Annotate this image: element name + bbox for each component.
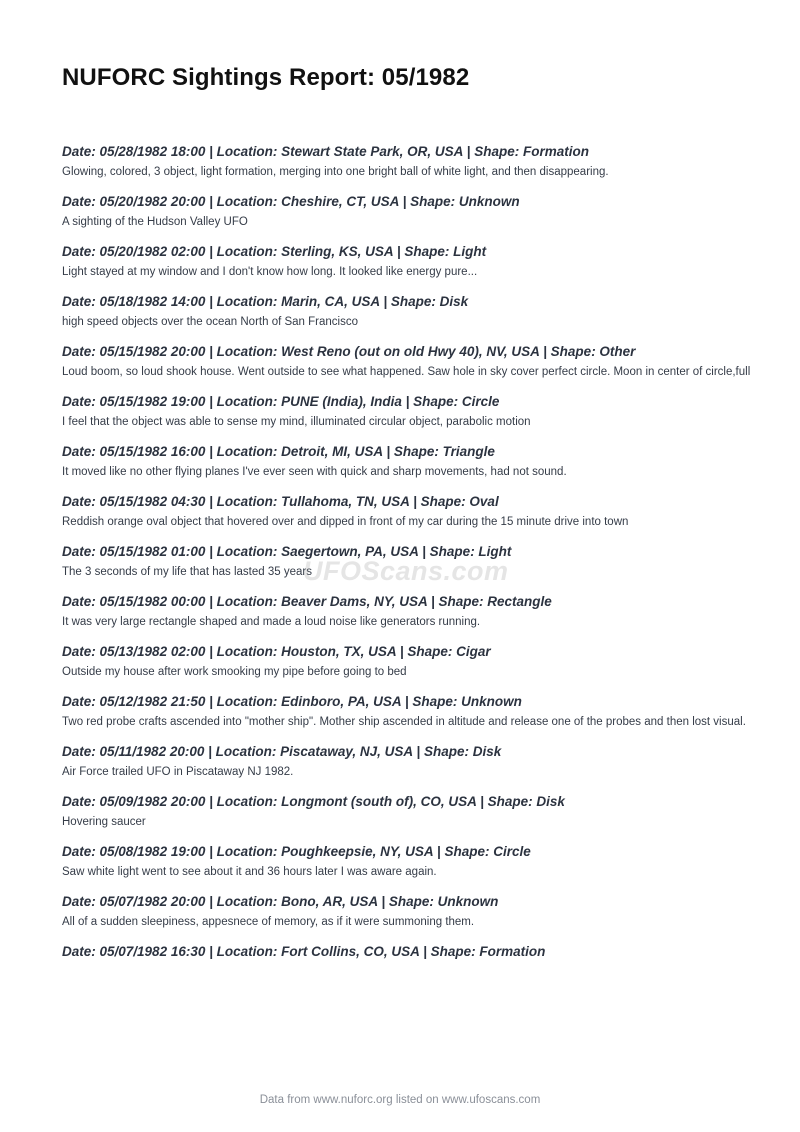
sighting-header: Date: 05/13/1982 02:00 | Location: Houston, TX, USA | Shape: Cigar <box>62 644 491 659</box>
sighting-header: Date: 05/20/1982 20:00 | Location: Cheshire, CT, USA | Shape: Unknown <box>62 194 520 209</box>
sighting-description: I feel that the object was able to sense my mind, illuminated circular object, parabolic motion <box>62 416 531 428</box>
sighting-header: Date: 05/15/1982 00:00 | Location: Beaver Dams, NY, USA | Shape: Rectangle <box>62 594 552 609</box>
sighting-header: Date: 05/11/1982 20:00 | Location: Piscataway, NJ, USA | Shape: Disk <box>62 744 502 759</box>
sighting-description: Air Force trailed UFO in Piscataway NJ 1982. <box>62 766 294 778</box>
sighting-description: Hovering saucer <box>62 816 146 828</box>
sighting-description: Saw white light went to see about it and 36 hours later I was aware again. <box>62 866 437 878</box>
sighting-header: Date: 05/20/1982 02:00 | Location: Sterling, KS, USA | Shape: Light <box>62 244 487 259</box>
sighting-header: Date: 05/28/1982 18:00 | Location: Stewart State Park, OR, USA | Shape: Formation <box>62 144 589 159</box>
sighting-entry <box>62 643 752 680</box>
sighting-description: It moved like no other flying planes I've ever seen with quick and sharp movements, had not sound. <box>62 466 567 478</box>
sighting-description: Outside my house after work smooking my pipe before going to bed <box>62 666 407 678</box>
sighting-header: Date: 05/15/1982 04:30 | Location: Tullahoma, TN, USA | Shape: Oval <box>62 494 499 509</box>
sighting-entry <box>62 543 752 580</box>
sighting-entry <box>62 243 752 280</box>
sighting-entry <box>62 893 752 930</box>
sighting-entry <box>62 843 752 880</box>
watermark: UFOScans.com <box>303 556 509 586</box>
sighting-entry <box>62 293 752 330</box>
sighting-header: Date: 05/15/1982 20:00 | Location: West Reno (out on old Hwy 40), NV, USA | Shape: Other <box>62 344 636 359</box>
sighting-entry <box>62 793 752 830</box>
sighting-header: Date: 05/15/1982 16:00 | Location: Detroit, MI, USA | Shape: Triangle <box>62 444 495 459</box>
sighting-entry <box>62 593 752 630</box>
sighting-description: Loud boom, so loud shook house. Went outside to see what happened. Saw hole in sky cover perfect circle. Moon in center of circle,full <box>62 366 751 378</box>
sighting-description: It was very large rectangle shaped and made a loud noise like generators running. <box>62 616 481 628</box>
sighting-header: Date: 05/12/1982 21:50 | Location: Edinboro, PA, USA | Shape: Unknown <box>62 694 522 709</box>
sightings-list <box>62 143 752 973</box>
sighting-entry <box>62 193 752 230</box>
sighting-header: Date: 05/15/1982 19:00 | Location: PUNE (India), India | Shape: Circle <box>62 394 500 409</box>
sighting-entry <box>62 343 752 380</box>
sighting-header: Date: 05/09/1982 20:00 | Location: Longmont (south of), CO, USA | Shape: Disk <box>62 794 565 809</box>
sighting-entry <box>62 143 752 180</box>
sighting-entry <box>62 443 752 480</box>
sighting-header: Date: 05/07/1982 20:00 | Location: Bono, AR, USA | Shape: Unknown <box>62 894 499 909</box>
sighting-description: high speed objects over the ocean North of San Francisco <box>62 316 358 328</box>
sighting-description: A sighting of the Hudson Valley UFO <box>62 216 248 228</box>
sighting-header: Date: 05/15/1982 01:00 | Location: Saegertown, PA, USA | Shape: Light <box>62 544 512 559</box>
sighting-entry <box>62 743 752 780</box>
sighting-entry <box>62 493 752 530</box>
sighting-description: Reddish orange oval object that hovered over and dipped in front of my car during the 15 minute drive into town <box>62 516 629 528</box>
sighting-header: Date: 05/08/1982 19:00 | Location: Poughkeepsie, NY, USA | Shape: Circle <box>62 844 531 859</box>
page-title: NUFORC Sightings Report: 05/1982 <box>62 64 470 91</box>
sighting-description: The 3 seconds of my life that has lasted 35 years <box>62 566 312 578</box>
sighting-header: Date: 05/07/1982 16:30 | Location: Fort Collins, CO, USA | Shape: Formation <box>62 944 546 959</box>
sighting-header: Date: 05/18/1982 14:00 | Location: Marin, CA, USA | Shape: Disk <box>62 294 469 309</box>
sighting-entry <box>62 693 752 730</box>
sighting-entry <box>62 943 752 960</box>
sighting-description: All of a sudden sleepiness, appesnece of memory, as if it were summoning them. <box>62 916 475 928</box>
footer-note: Data from www.nuforc.org listed on www.ufoscans.com <box>259 1094 541 1106</box>
sighting-description: Light stayed at my window and I don't know how long. It looked like energy pure... <box>62 266 478 278</box>
sighting-description: Two red probe crafts ascended into "mother ship". Mother ship ascended in altitude and release one of the probes and then lost visual. <box>62 716 746 728</box>
sighting-entry <box>62 393 752 430</box>
sighting-description: Glowing, colored, 3 object, light formation, merging into one bright ball of white light, and then disappearing. <box>62 166 609 178</box>
